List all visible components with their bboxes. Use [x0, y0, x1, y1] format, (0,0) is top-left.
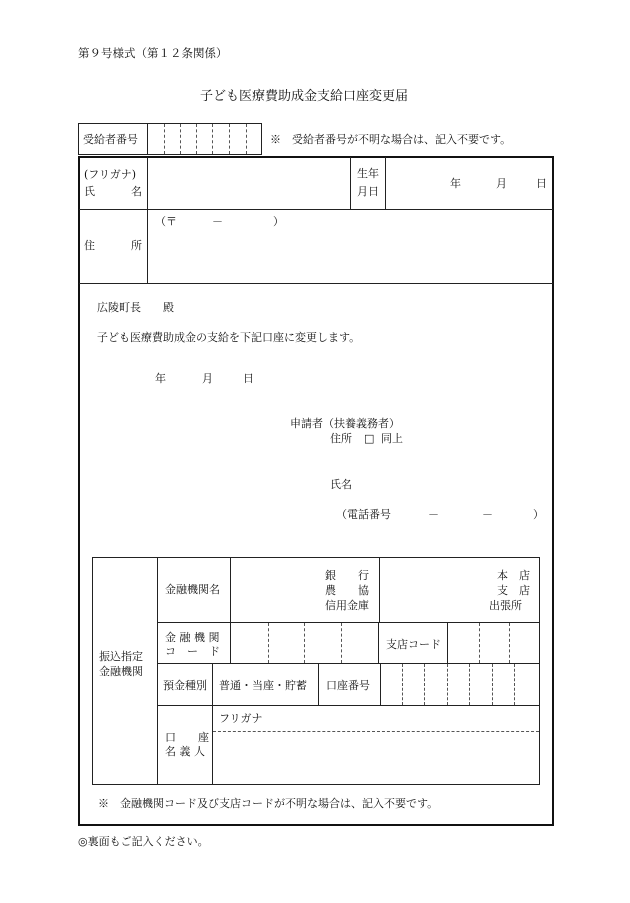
branch-code-label: 支店コード — [386, 638, 441, 651]
bank-code-note: ※ 金融機関コード及び支店コードが不明な場合は、記入不要です。 — [98, 797, 439, 810]
applicant-name-label: 氏名 — [330, 478, 352, 491]
birth-year-unit: 年 — [450, 177, 461, 190]
furigana-label: (フリガナ) — [84, 168, 137, 181]
postal-open: （〒 — [155, 215, 177, 228]
institution-name-label: 金融機関名 — [165, 583, 220, 596]
institution-code-label-2: コ ー ド — [165, 645, 220, 658]
bank-section-label-2: 金融機関 — [99, 665, 143, 678]
birth-label-2: 月日 — [357, 185, 379, 198]
same-as-above-checkbox[interactable]: □ — [364, 432, 375, 445]
recipient-number-label: 受給者番号 — [83, 133, 138, 146]
bank-section-label-1: 振込指定 — [99, 650, 143, 663]
address-label-1: 住 — [84, 239, 95, 252]
account-holder-furigana-label: フリガナ — [219, 712, 263, 725]
applicant-address-field[interactable] — [148, 210, 552, 282]
birth-label-1: 生年 — [357, 167, 379, 180]
account-holder-label-1: 口 座 — [165, 731, 209, 744]
applicant-section-label: 申請者（扶養義務者） — [290, 417, 400, 430]
same-as-above-label: 同上 — [381, 432, 403, 445]
date-year-unit: 年 — [155, 372, 166, 385]
applicant-address-label: 住所 — [330, 432, 352, 445]
type-bank[interactable]: 銀 行 — [325, 569, 369, 582]
account-holder-label-2: 名 義 人 — [165, 745, 205, 758]
deposit-type-label: 預金種別 — [163, 679, 207, 692]
branch-office[interactable]: 出張所 — [489, 599, 522, 612]
type-agri[interactable]: 農 協 — [325, 584, 369, 597]
form-number: 第９号様式（第１２条関係） — [78, 46, 228, 60]
account-holder-name-input[interactable] — [213, 732, 538, 784]
branch-code-input[interactable] — [448, 623, 539, 663]
addressee: 広陵町長 殿 — [97, 301, 174, 314]
recipient-number-input[interactable] — [148, 124, 261, 154]
applicant-name-field[interactable] — [148, 158, 348, 208]
phone-dash-2: － — [482, 508, 493, 521]
statement: 子ども医療費助成金の支給を下記口座に変更します。 — [97, 331, 361, 344]
date-month-unit: 月 — [202, 372, 213, 385]
branch-name-field[interactable] — [380, 559, 480, 621]
institution-code-label-1: 金 融 機 関 — [165, 631, 220, 644]
name-label-2: 名 — [131, 185, 142, 198]
recipient-number-note: ※ 受給者番号が不明な場合は、記入不要です。 — [270, 133, 512, 146]
account-number-input[interactable] — [381, 664, 539, 705]
birth-date-field[interactable] — [386, 158, 552, 208]
name-label-1: 氏 — [84, 185, 95, 198]
date-day-unit: 日 — [243, 372, 254, 385]
phone-dash-1: － — [428, 508, 439, 521]
birth-day-unit: 日 — [536, 177, 547, 190]
type-credit[interactable]: 信用金庫 — [325, 599, 369, 612]
postal-dash: － — [212, 215, 223, 228]
postal-close: ） — [273, 215, 284, 228]
branch-main[interactable]: 本 店 — [497, 569, 530, 582]
deposit-type-options[interactable]: 普通・当座・貯蓄 — [219, 679, 307, 692]
account-holder-furigana-input[interactable] — [230, 706, 538, 730]
back-side-note: ◎裏面もご記入ください。 — [78, 835, 209, 848]
address-label-2: 所 — [131, 239, 142, 252]
phone-label: （電話番号 — [336, 508, 391, 521]
branch-branch[interactable]: 支 店 — [497, 584, 530, 597]
phone-close: ） — [533, 508, 544, 521]
account-number-label: 口座番号 — [326, 679, 370, 692]
institution-code-input[interactable] — [231, 623, 377, 663]
birth-month-unit: 月 — [496, 177, 507, 190]
page-title: 子ども医療費助成金支給口座変更届 — [200, 89, 409, 104]
